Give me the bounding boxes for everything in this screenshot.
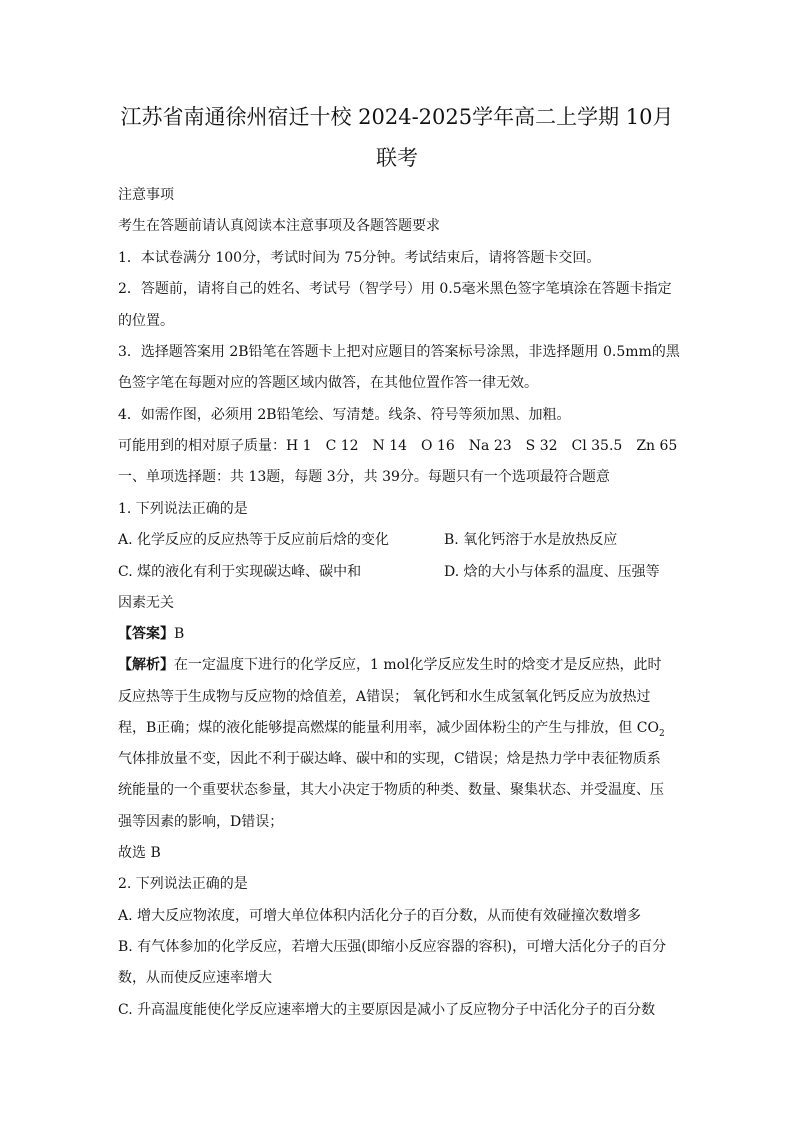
q1-option-c: C. 煤的液化有利于实现碳达峰、碳中和: [118, 564, 362, 580]
analysis-text-1: 在一定温度下进行的化学反应，1 mol化学反应发生时的焓变才是反应热，此时: [174, 657, 662, 673]
q1-analysis-line2: 反应热等于生成物与反应物的焓值差，A错误； 氧化钙和水生成氢氧化钙反应为放热过: [118, 689, 651, 705]
notes-item-1: 1．本试卷满分 100分，考试时间为 75分钟。考试结束后，请将答题卡交回。: [118, 250, 601, 266]
notes-item-4: 4．如需作图，必须用 2B铅笔绘、写清楚。线条、符号等须加黑、加粗。: [118, 407, 571, 423]
q2-stem: 2. 下列说法正确的是: [118, 876, 248, 892]
atomic-masses: 可能用到的相对原子质量：H 1 C 12 N 14 O 16 Na 23 S 32 Cl 35.5 Zn 65: [118, 438, 678, 454]
answer-label: 【答案】: [118, 626, 174, 642]
q1-answer: [118, 624, 678, 644]
analysis-text-3: 程，B正确；煤的液化能够提高燃煤的能量利用率，减少固体粉尘的产生与排放，但 CO: [118, 720, 659, 736]
q2-option-c: C. 升高温度能使化学反应速率增大的主要原因是减小了反应物分子中活化分子的百分数: [118, 1002, 656, 1018]
q1-analysis-line1: [118, 655, 678, 675]
notes-item-3b: 色签字笔在每题对应的答题区域内做答，在其他位置作答一律无效。: [118, 375, 538, 391]
q1-option-d-cont: 因素无关: [118, 595, 174, 611]
answer-value: B: [174, 626, 185, 642]
q1-option-d: D. 焓的大小与体系的温度、压强等: [444, 564, 660, 580]
analysis-label: 【解析】: [118, 657, 174, 673]
section-heading: 一、单项选择题：共 13题，每题 3分，共 39分。每题只有一个选项最符合题意: [118, 469, 610, 485]
q1-analysis-line5: 统能量的一个重要状态参量，其大小决定于物质的种类、数量、聚集状态、并受温度、压: [118, 782, 664, 798]
q1-option-b: B. 氧化钙溶于水是放热反应: [444, 532, 618, 548]
q1-analysis-line6: 强等因素的影响，D错误；: [118, 814, 284, 830]
q2-option-b: B. 有气体参加的化学反应，若增大压强(即缩小反应容器的容积)，可增大活化分子的百分: [118, 939, 667, 955]
q1-stem: 1. 下列说法正确的是: [118, 501, 248, 517]
q2-option-a: A. 增大反应物浓度，可增大单位体积内活化分子的百分数，从而使有效碰撞次数增多: [118, 908, 642, 924]
notes-heading: 注意事项: [118, 187, 174, 203]
co2-subscript: 2: [658, 728, 665, 739]
q1-analysis-line3: [118, 718, 678, 738]
q1-conclusion: 故选 B: [118, 845, 161, 861]
notes-intro: 考生在答题前请认真阅读本注意事项及各题答题要求: [118, 218, 440, 234]
document-title-line1: 江苏省南通徐州宿迁十校 2024-2025学年高二上学期 10月: [120, 105, 674, 129]
document-title-line2: 联考: [376, 146, 418, 170]
notes-item-2a: 2．答题前，请将自己的姓名、考试号（智学号）用 0.5毫米黑色签字笔填涂在答题卡指定: [118, 281, 672, 297]
q1-analysis-line4: 气体排放量不变，因此不利于碳达峰、碳中和的实现，C错误；焓是热力学中表征物质系: [118, 751, 661, 767]
notes-item-2b: 的位置。: [118, 313, 174, 329]
notes-item-3a: 3．选择题答案用 2B铅笔在答题卡上把对应题目的答案标号涂黑，非选择题用 0.5mm的黑: [118, 344, 680, 360]
q2-option-b-cont: 数，从而使反应速率增大: [118, 970, 272, 986]
q1-option-a: A. 化学反应的反应热等于反应前后焓的变化: [118, 532, 390, 548]
